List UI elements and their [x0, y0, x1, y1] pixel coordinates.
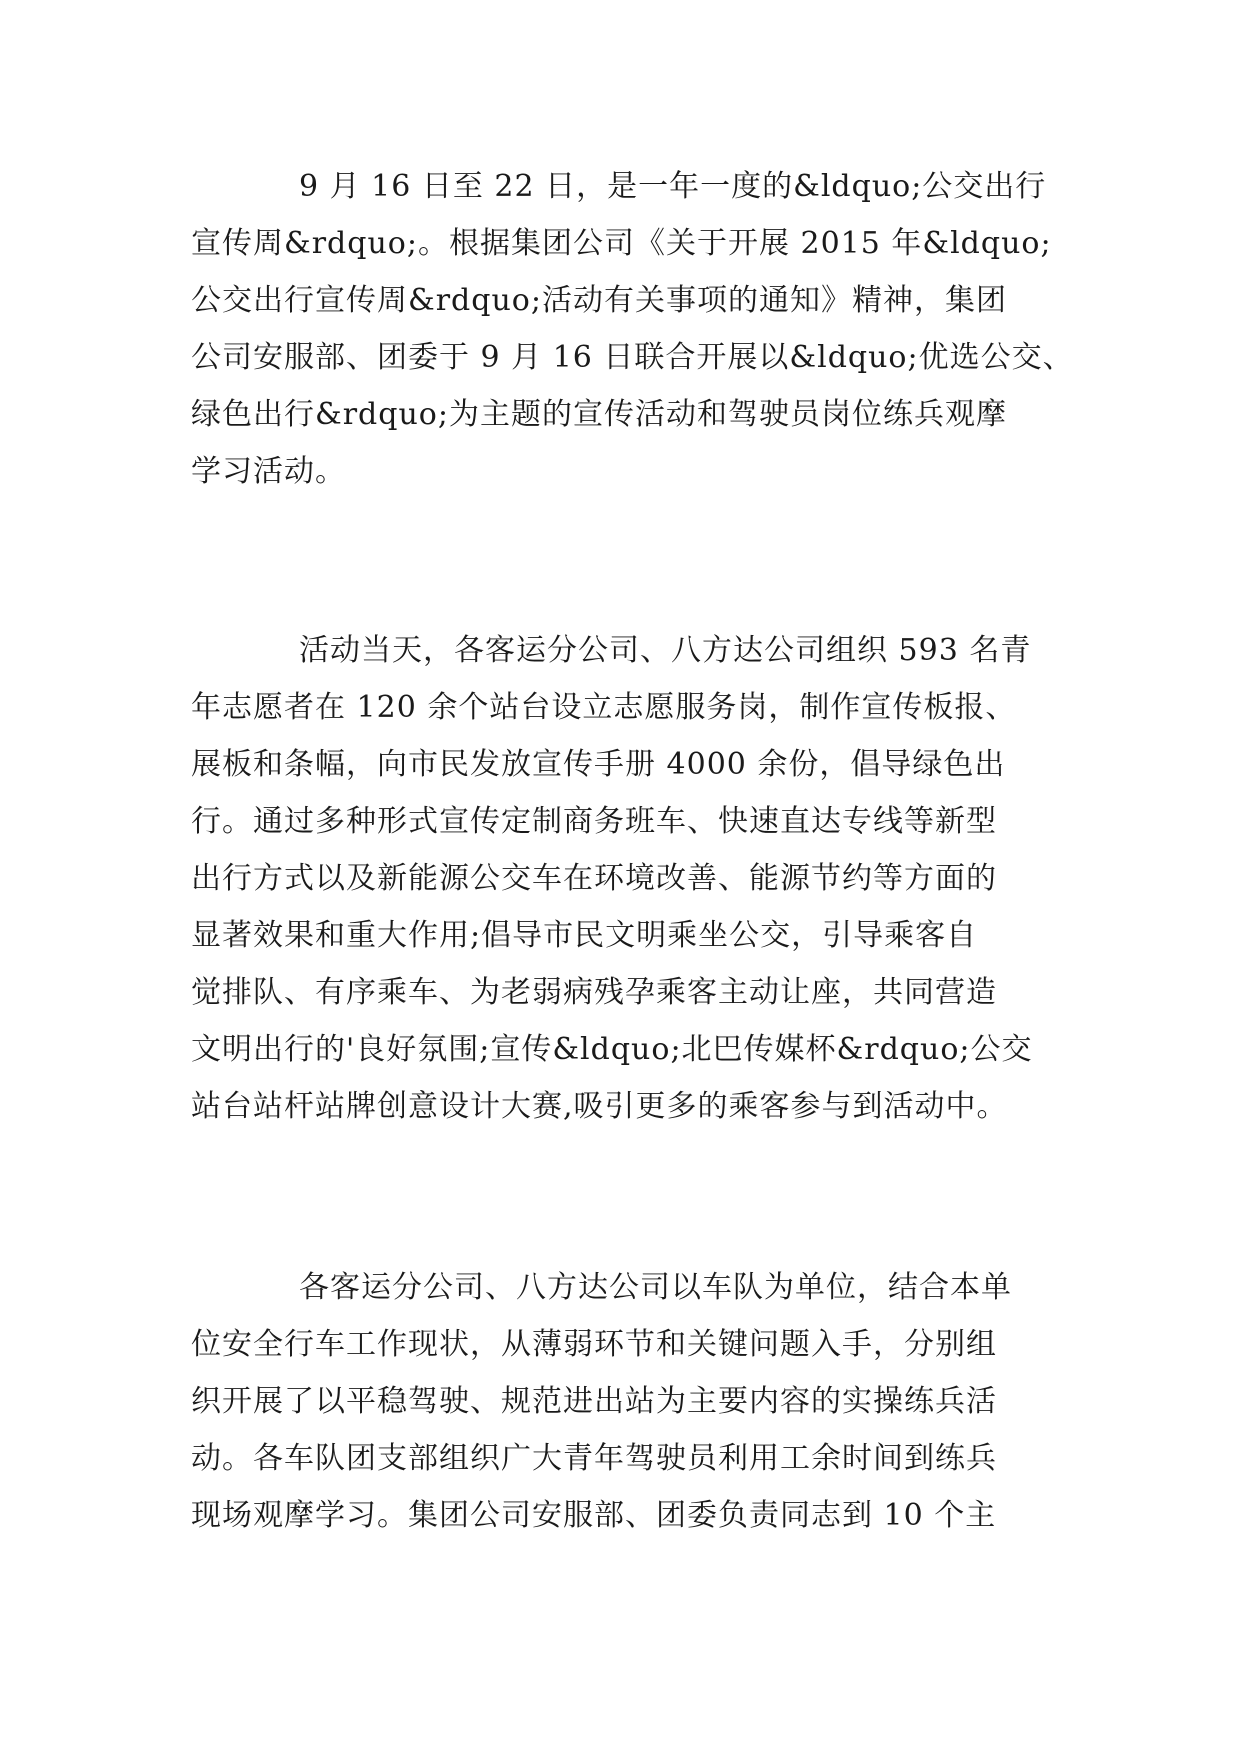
- text-line: 公司安服部、团委于 9 月 16 日联合开展以&ldquo;优选公交、: [191, 340, 1074, 375]
- text-line: 动。各车队团支部组织广大青年驾驶员利用工余时间到练兵: [191, 1441, 997, 1476]
- text-line: 展板和条幅，向市民发放宣传手册 4000 余份，倡导绿色出: [191, 747, 1006, 782]
- text-line: 出行方式以及新能源公交车在环境改善、能源节约等方面的: [191, 861, 997, 896]
- text-line: 位安全行车工作现状，从薄弱环节和关键问题入手，分别组: [191, 1327, 997, 1362]
- text-line: 文明出行的'良好氛围;宣传&ldquo;北巴传媒杯&rdquo;公交: [191, 1032, 1033, 1067]
- text-line: 站台站杆站牌创意设计大赛,吸引更多的乘客参与到活动中。: [191, 1089, 1008, 1124]
- text-line: 活动当天，各客运分公司、八方达公司组织 593 名青: [299, 633, 1032, 668]
- text-line: 现场观摩学习。集团公司安服部、团委负责同志到 10 个主: [191, 1498, 997, 1533]
- text-line: 学习活动。: [191, 454, 346, 489]
- text-line: 9 月 16 日至 22 日，是一年一度的&ldquo;公交出行: [299, 169, 1047, 204]
- text-line: 公交出行宣传周&rdquo;活动有关事项的通知》精神，集团: [191, 283, 1007, 318]
- text-line: 行。通过多种形式宣传定制商务班车、快速直达专线等新型: [191, 804, 997, 839]
- text-line: 显著效果和重大作用;倡导市民文明乘坐公交，引导乘客自: [191, 918, 978, 953]
- text-line: 绿色出行&rdquo;为主题的宣传活动和驾驶员岗位练兵观摩: [191, 397, 1007, 432]
- text-line: 年志愿者在 120 余个站台设立志愿服务岗，制作宣传板报、: [191, 690, 1017, 725]
- text-line: 各客运分公司、八方达公司以车队为单位，结合本单: [299, 1270, 1012, 1305]
- text-line: 织开展了以平稳驾驶、规范进出站为主要内容的实操练兵活: [191, 1384, 997, 1419]
- paragraph-1: [191, 158, 1074, 500]
- text-line: 宣传周&rdquo;。根据集团公司《关于开展 2015 年&ldquo;: [191, 226, 1052, 261]
- text-line: 觉排队、有序乘车、为老弱病残孕乘客主动让座，共同营造: [191, 975, 997, 1010]
- paragraph-3: [191, 1259, 1051, 1544]
- paragraph-2: [191, 622, 1051, 1135]
